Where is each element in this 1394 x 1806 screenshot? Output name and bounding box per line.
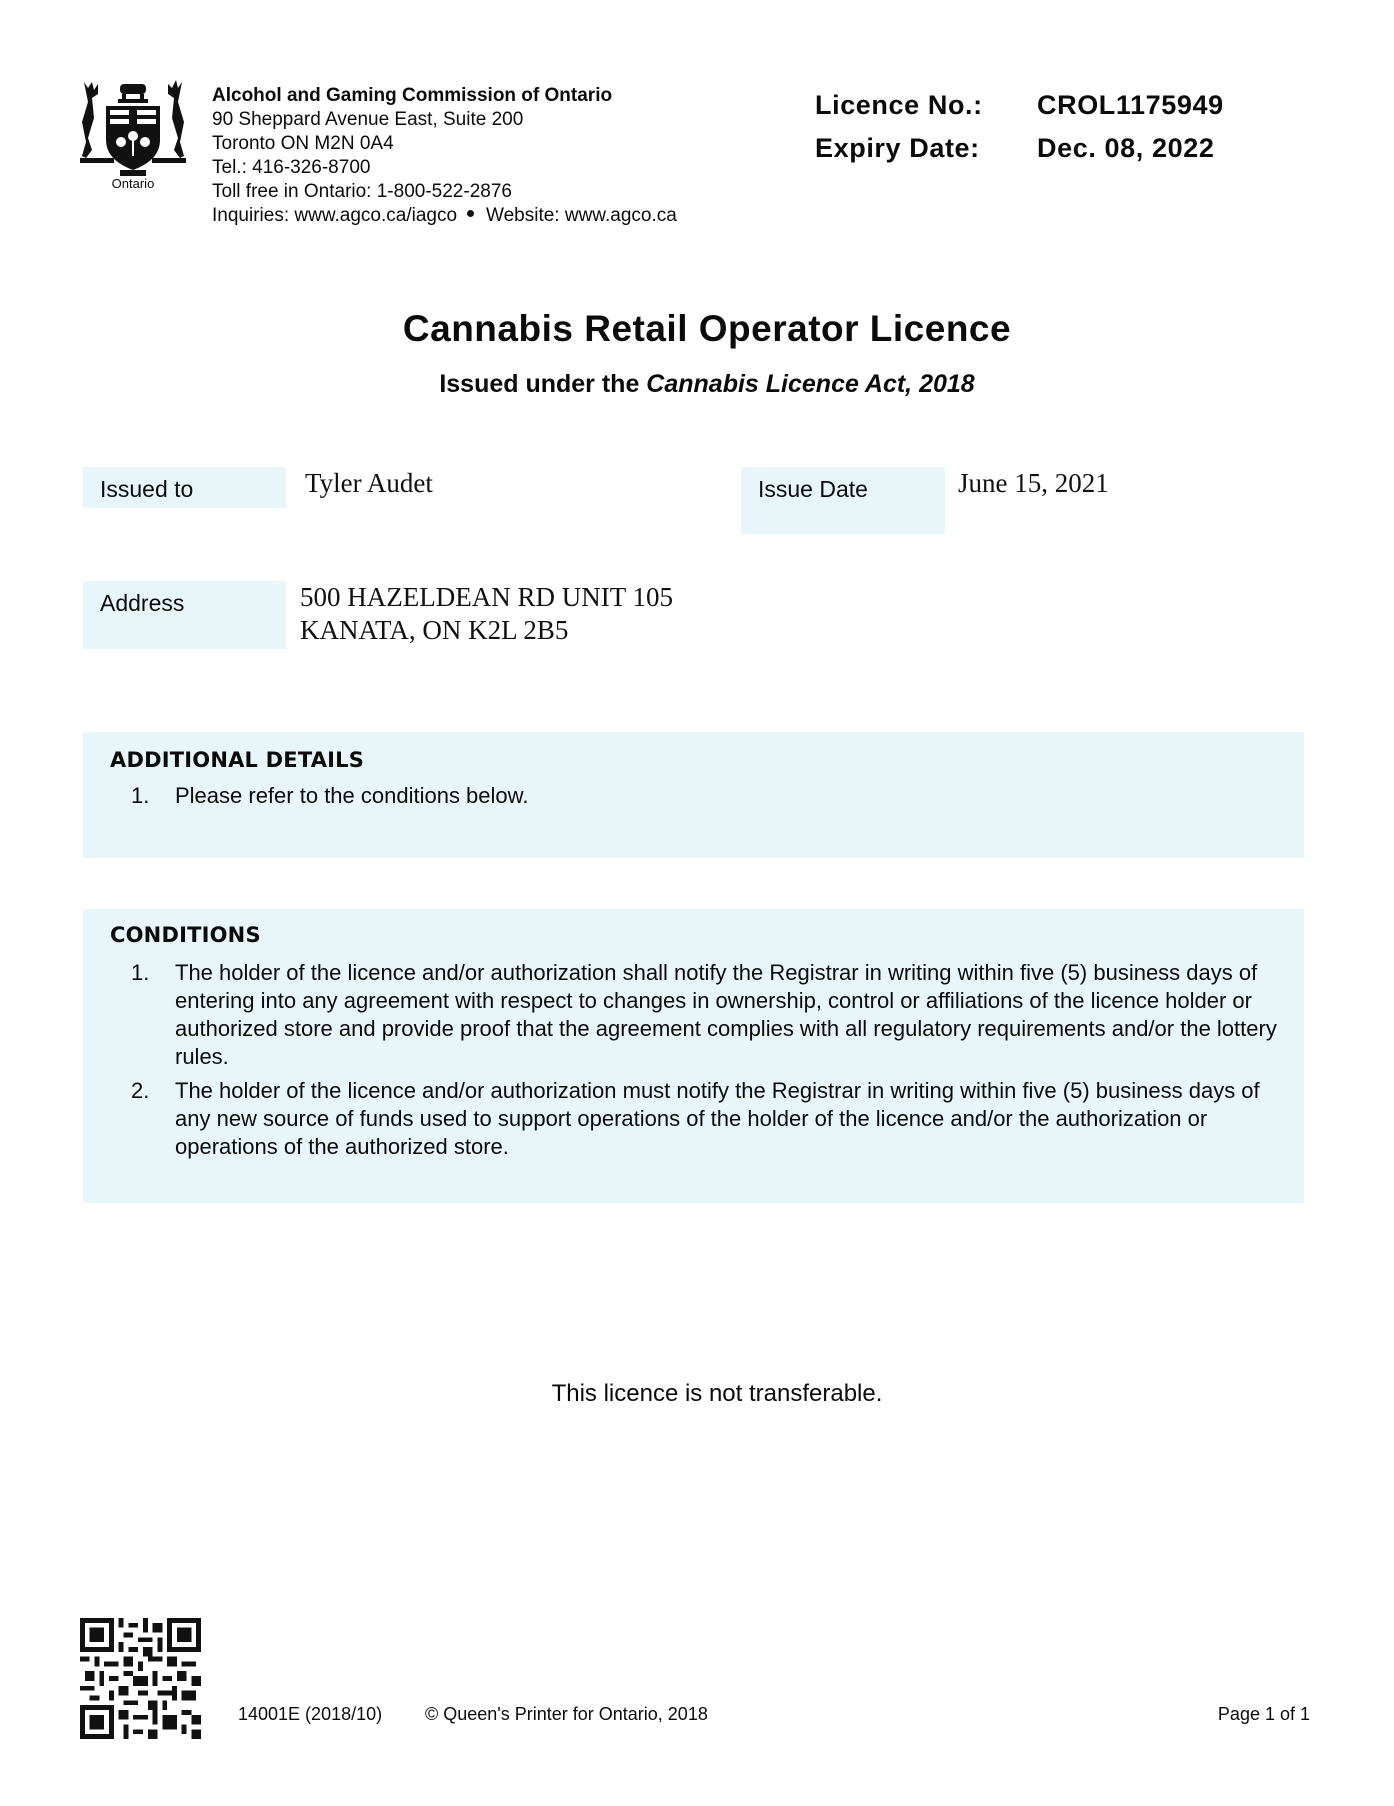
address-value — [300, 581, 673, 647]
licence-number-value: CROL1175949 — [1037, 90, 1224, 120]
list-item-text: Please refer to the conditions below. — [175, 783, 529, 808]
organization-toll-free: Toll free in Ontario: 1-800-522-2876 — [212, 181, 512, 202]
logo-caption: Ontario — [111, 176, 155, 191]
list-item-number: 2. — [131, 1078, 150, 1103]
qr-code-icon — [80, 1618, 201, 1739]
organization-name: Alcohol and Gaming Commission of Ontario — [212, 85, 613, 106]
issue-date-label: Issue Date — [741, 467, 945, 534]
document-title: Cannabis Retail Operator Licence — [402, 308, 1012, 349]
expiry-date-row — [815, 127, 1224, 170]
licence-number-row — [815, 84, 1224, 127]
issue-date-value: June 15, 2021 — [958, 468, 1109, 498]
list-item — [110, 959, 1304, 1071]
organization-address-line2: Toronto ON M2N 0A4 — [212, 133, 394, 154]
coat-of-arms-icon — [78, 78, 188, 178]
bullet-separator-icon — [467, 210, 474, 217]
website-link[interactable]: Website: www.agco.ca — [486, 205, 677, 226]
licence-number-label: Licence No.: — [815, 90, 983, 120]
list-item-number: 1. — [131, 783, 150, 808]
issued-to-label: Issued to — [83, 467, 286, 508]
form-code: 14001E (2018/10) — [238, 1704, 383, 1724]
expiry-date-value: Dec. 08, 2022 — [1037, 133, 1215, 163]
organization-contact-block — [212, 84, 677, 228]
page-number: Page 1 of 1 — [1217, 1704, 1310, 1724]
list-item-text: The holder of the licence and/or authorization shall notify the Registrar in writing within five (5) business days of entering into any agreement with respect to changes in ownership, control or affiliations of the licence holder or authorized store and provide proof that the agreement complies with all regulatory requirements and/or the lottery rules. — [175, 960, 1277, 1069]
address-line2: KANATA, ON K2L 2B5 — [300, 615, 569, 645]
subtitle-prefix: Issued under the — [439, 370, 647, 398]
document-subtitle — [0, 370, 1394, 399]
non-transferable-notice: This licence is not transferable. — [551, 1380, 883, 1407]
address-label: Address — [83, 581, 286, 649]
copyright-notice: © Queen's Printer for Ontario, 2018 — [425, 1704, 708, 1724]
address-line1: 500 HAZELDEAN RD UNIT 105 — [300, 582, 673, 612]
inquiries-link[interactable]: Inquiries: www.agco.ca/iagco — [212, 205, 458, 226]
organization-web-line — [212, 204, 677, 228]
organization-address-line1: 90 Sheppard Avenue East, Suite 200 — [212, 109, 524, 130]
additional-details-heading: ADDITIONAL DETAILS — [110, 748, 365, 772]
list-item — [110, 782, 1304, 810]
list-item-number: 1. — [131, 960, 150, 985]
expiry-date-label: Expiry Date: — [815, 133, 980, 163]
list-item — [110, 1077, 1304, 1161]
licence-info — [815, 84, 1224, 170]
conditions-heading: CONDITIONS — [110, 923, 261, 947]
additional-details-list — [110, 782, 1304, 810]
issued-to-value: Tyler Audet — [305, 468, 433, 498]
additional-details-panel — [83, 732, 1304, 858]
conditions-list — [110, 959, 1304, 1161]
organization-telephone: Tel.: 416-326-8700 — [212, 157, 371, 178]
subtitle-act-name: Cannabis Licence Act, 2018 — [646, 370, 975, 398]
list-item-text: The holder of the licence and/or authorization must notify the Registrar in writing within five (5) business days of any new source of funds used to support operations of the holder of the licence and/or the authorization or operations of the authorized store. — [175, 1078, 1260, 1159]
conditions-panel — [83, 909, 1304, 1203]
